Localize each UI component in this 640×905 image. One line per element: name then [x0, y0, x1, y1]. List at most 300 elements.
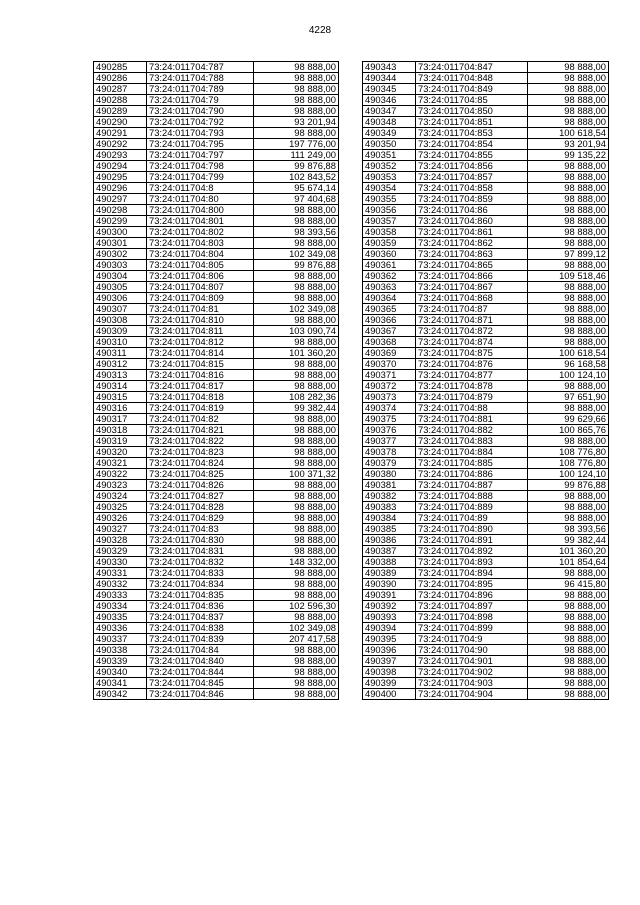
- table-row: [363, 546, 609, 557]
- value-cell: 98 888,00: [254, 436, 339, 447]
- cadastral-number-cell: 73:24:011704:832: [147, 557, 254, 568]
- value-cell: 99 135,22: [528, 150, 609, 161]
- table-row: [94, 161, 339, 172]
- cadastral-number-cell: 73:24:011704:845: [147, 678, 254, 689]
- table-row: [94, 403, 339, 414]
- table-row: [363, 62, 609, 73]
- value-cell: 100 865,76: [528, 425, 609, 436]
- row-id-cell: 490335: [94, 612, 147, 623]
- table-row: [363, 106, 609, 117]
- registry-table-left-body: [94, 62, 339, 700]
- value-cell: 101 360,20: [528, 546, 609, 557]
- row-id-cell: 490390: [363, 579, 416, 590]
- registry-table-right: [362, 61, 609, 700]
- row-id-cell: 490336: [94, 623, 147, 634]
- table-row: [94, 172, 339, 183]
- row-id-cell: 490319: [94, 436, 147, 447]
- value-cell: 98 888,00: [254, 579, 339, 590]
- table-row: [363, 359, 609, 370]
- table-row: [94, 249, 339, 260]
- value-cell: 96 168,58: [528, 359, 609, 370]
- row-id-cell: 490320: [94, 447, 147, 458]
- row-id-cell: 490384: [363, 513, 416, 524]
- row-id-cell: 490374: [363, 403, 416, 414]
- cadastral-number-cell: 73:24:011704:807: [147, 282, 254, 293]
- cadastral-number-cell: 73:24:011704:857: [416, 172, 528, 183]
- cadastral-number-cell: 73:24:011704:865: [416, 260, 528, 271]
- row-id-cell: 490349: [363, 128, 416, 139]
- cadastral-number-cell: 73:24:011704:846: [147, 689, 254, 700]
- cadastral-number-cell: 73:24:011704:815: [147, 359, 254, 370]
- cadastral-number-cell: 73:24:011704:797: [147, 150, 254, 161]
- value-cell: 98 888,00: [254, 568, 339, 579]
- row-id-cell: 490357: [363, 216, 416, 227]
- value-cell: 98 888,00: [528, 689, 609, 700]
- value-cell: 102 349,08: [254, 623, 339, 634]
- cadastral-number-cell: 73:24:011704:866: [416, 271, 528, 282]
- table-row: [94, 414, 339, 425]
- table-row: [363, 667, 609, 678]
- cadastral-number-cell: 73:24:011704:787: [147, 62, 254, 73]
- cadastral-number-cell: 73:24:011704:859: [416, 194, 528, 205]
- cadastral-number-cell: 73:24:011704:897: [416, 601, 528, 612]
- value-cell: 97 899,12: [528, 249, 609, 260]
- cadastral-number-cell: 73:24:011704:800: [147, 205, 254, 216]
- cadastral-number-cell: 73:24:011704:904: [416, 689, 528, 700]
- table-row: [94, 623, 339, 634]
- value-cell: 98 888,00: [528, 293, 609, 304]
- cadastral-number-cell: 73:24:011704:871: [416, 315, 528, 326]
- value-cell: 100 124,10: [528, 469, 609, 480]
- row-id-cell: 490393: [363, 612, 416, 623]
- cadastral-number-cell: 73:24:011704:812: [147, 337, 254, 348]
- table-row: [363, 491, 609, 502]
- value-cell: 97 404,68: [254, 194, 339, 205]
- row-id-cell: 490344: [363, 73, 416, 84]
- table-row: [94, 645, 339, 656]
- cadastral-number-cell: 73:24:011704:83: [147, 524, 254, 535]
- table-row: [94, 458, 339, 469]
- value-cell: 98 888,00: [528, 645, 609, 656]
- cadastral-number-cell: 73:24:011704:902: [416, 667, 528, 678]
- value-cell: 98 888,00: [528, 106, 609, 117]
- row-id-cell: 490293: [94, 150, 147, 161]
- value-cell: 108 282,36: [254, 392, 339, 403]
- row-id-cell: 490348: [363, 117, 416, 128]
- row-id-cell: 490356: [363, 205, 416, 216]
- table-row: [363, 579, 609, 590]
- row-id-cell: 490289: [94, 106, 147, 117]
- table-row: [94, 84, 339, 95]
- row-id-cell: 490359: [363, 238, 416, 249]
- table-row: [94, 183, 339, 194]
- cadastral-number-cell: 73:24:011704:821: [147, 425, 254, 436]
- value-cell: 98 888,00: [254, 73, 339, 84]
- value-cell: 102 843,52: [254, 172, 339, 183]
- cadastral-number-cell: 73:24:011704:884: [416, 447, 528, 458]
- table-row: [94, 117, 339, 128]
- table-row: [363, 194, 609, 205]
- table-row: [94, 557, 339, 568]
- value-cell: 98 888,00: [254, 458, 339, 469]
- table-row: [363, 381, 609, 392]
- cadastral-number-cell: 73:24:011704:798: [147, 161, 254, 172]
- cadastral-number-cell: 73:24:011704:830: [147, 535, 254, 546]
- cadastral-number-cell: 73:24:011704:860: [416, 216, 528, 227]
- row-id-cell: 490373: [363, 392, 416, 403]
- table-row: [363, 568, 609, 579]
- row-id-cell: 490317: [94, 414, 147, 425]
- table-row: [363, 645, 609, 656]
- row-id-cell: 490298: [94, 205, 147, 216]
- value-cell: 98 888,00: [254, 106, 339, 117]
- row-id-cell: 490391: [363, 590, 416, 601]
- table-row: [94, 524, 339, 535]
- row-id-cell: 490400: [363, 689, 416, 700]
- row-id-cell: 490333: [94, 590, 147, 601]
- row-id-cell: 490311: [94, 348, 147, 359]
- row-id-cell: 490324: [94, 491, 147, 502]
- cadastral-number-cell: 73:24:011704:831: [147, 546, 254, 557]
- table-row: [94, 502, 339, 513]
- cadastral-number-cell: 73:24:011704:898: [416, 612, 528, 623]
- table-row: [94, 689, 339, 700]
- cadastral-number-cell: 73:24:011704:809: [147, 293, 254, 304]
- value-cell: 98 888,00: [254, 524, 339, 535]
- value-cell: 98 888,00: [254, 502, 339, 513]
- table-row: [94, 227, 339, 238]
- cadastral-number-cell: 73:24:011704:856: [416, 161, 528, 172]
- cadastral-number-cell: 73:24:011704:877: [416, 370, 528, 381]
- value-cell: 98 888,00: [254, 315, 339, 326]
- value-cell: 98 888,00: [528, 172, 609, 183]
- row-id-cell: 490331: [94, 568, 147, 579]
- table-row: [363, 293, 609, 304]
- row-id-cell: 490338: [94, 645, 147, 656]
- row-id-cell: 490370: [363, 359, 416, 370]
- cadastral-number-cell: 73:24:011704:79: [147, 95, 254, 106]
- value-cell: 95 674,14: [254, 183, 339, 194]
- value-cell: 108 776,80: [528, 447, 609, 458]
- table-row: [363, 216, 609, 227]
- row-id-cell: 490399: [363, 678, 416, 689]
- cadastral-number-cell: 73:24:011704:816: [147, 370, 254, 381]
- row-id-cell: 490291: [94, 128, 147, 139]
- value-cell: 98 888,00: [528, 216, 609, 227]
- cadastral-number-cell: 73:24:011704:836: [147, 601, 254, 612]
- value-cell: 98 888,00: [254, 612, 339, 623]
- row-id-cell: 490329: [94, 546, 147, 557]
- table-row: [94, 513, 339, 524]
- value-cell: 98 888,00: [528, 227, 609, 238]
- page-number: 4228: [308, 25, 332, 36]
- value-cell: 98 888,00: [528, 491, 609, 502]
- cadastral-number-cell: 73:24:011704:799: [147, 172, 254, 183]
- value-cell: 98 888,00: [528, 326, 609, 337]
- cadastral-number-cell: 73:24:011704:872: [416, 326, 528, 337]
- cadastral-number-cell: 73:24:011704:819: [147, 403, 254, 414]
- value-cell: 98 888,00: [528, 282, 609, 293]
- value-cell: 98 888,00: [528, 84, 609, 95]
- cadastral-number-cell: 73:24:011704:793: [147, 128, 254, 139]
- cadastral-number-cell: 73:24:011704:901: [416, 656, 528, 667]
- row-id-cell: 490372: [363, 381, 416, 392]
- table-row: [363, 425, 609, 436]
- value-cell: 98 888,00: [528, 601, 609, 612]
- row-id-cell: 490394: [363, 623, 416, 634]
- cadastral-number-cell: 73:24:011704:853: [416, 128, 528, 139]
- table-row: [363, 117, 609, 128]
- table-row: [94, 590, 339, 601]
- cadastral-number-cell: 73:24:011704:802: [147, 227, 254, 238]
- value-cell: 98 888,00: [528, 304, 609, 315]
- row-id-cell: 490355: [363, 194, 416, 205]
- table-row: [363, 392, 609, 403]
- value-cell: 98 888,00: [528, 678, 609, 689]
- cadastral-number-cell: 73:24:011704:829: [147, 513, 254, 524]
- table-row: [94, 348, 339, 359]
- cadastral-number-cell: 73:24:011704:875: [416, 348, 528, 359]
- table-row: [363, 172, 609, 183]
- table-row: [363, 249, 609, 260]
- row-id-cell: 490287: [94, 84, 147, 95]
- row-id-cell: 490332: [94, 579, 147, 590]
- row-id-cell: 490346: [363, 95, 416, 106]
- row-id-cell: 490389: [363, 568, 416, 579]
- row-id-cell: 490316: [94, 403, 147, 414]
- cadastral-number-cell: 73:24:011704:896: [416, 590, 528, 601]
- row-id-cell: 490368: [363, 337, 416, 348]
- value-cell: 98 888,00: [254, 513, 339, 524]
- value-cell: 98 888,00: [528, 568, 609, 579]
- value-cell: 108 776,80: [528, 458, 609, 469]
- row-id-cell: 490302: [94, 249, 147, 260]
- row-id-cell: 490341: [94, 678, 147, 689]
- table-row: [94, 128, 339, 139]
- value-cell: 101 360,20: [254, 348, 339, 359]
- table-row: [94, 370, 339, 381]
- table-row: [94, 568, 339, 579]
- row-id-cell: 490300: [94, 227, 147, 238]
- value-cell: 98 393,56: [254, 227, 339, 238]
- cadastral-number-cell: 73:24:011704:851: [416, 117, 528, 128]
- cadastral-number-cell: 73:24:011704:803: [147, 238, 254, 249]
- cadastral-number-cell: 73:24:011704:817: [147, 381, 254, 392]
- value-cell: 98 888,00: [254, 645, 339, 656]
- table-row: [94, 601, 339, 612]
- value-cell: 97 651,90: [528, 392, 609, 403]
- cadastral-number-cell: 73:24:011704:891: [416, 535, 528, 546]
- value-cell: 98 888,00: [254, 293, 339, 304]
- cadastral-number-cell: 73:24:011704:863: [416, 249, 528, 260]
- row-id-cell: 490292: [94, 139, 147, 150]
- table-row: [363, 337, 609, 348]
- value-cell: 98 888,00: [528, 73, 609, 84]
- row-id-cell: 490379: [363, 458, 416, 469]
- value-cell: 100 618,54: [528, 128, 609, 139]
- row-id-cell: 490297: [94, 194, 147, 205]
- row-id-cell: 490304: [94, 271, 147, 282]
- table-row: [363, 150, 609, 161]
- table-row: [94, 656, 339, 667]
- table-row: [94, 62, 339, 73]
- table-row: [94, 304, 339, 315]
- table-row: [94, 238, 339, 249]
- value-cell: 103 090,74: [254, 326, 339, 337]
- row-id-cell: 490313: [94, 370, 147, 381]
- cadastral-number-cell: 73:24:011704:840: [147, 656, 254, 667]
- row-id-cell: 490339: [94, 656, 147, 667]
- value-cell: 98 888,00: [528, 667, 609, 678]
- row-id-cell: 490350: [363, 139, 416, 150]
- row-id-cell: 490383: [363, 502, 416, 513]
- table-row: [363, 128, 609, 139]
- table-row: [363, 370, 609, 381]
- row-id-cell: 490358: [363, 227, 416, 238]
- registry-table-right-body: [363, 62, 609, 700]
- row-id-cell: 490387: [363, 546, 416, 557]
- row-id-cell: 490286: [94, 73, 147, 84]
- table-row: [94, 436, 339, 447]
- row-id-cell: 490299: [94, 216, 147, 227]
- value-cell: 98 393,56: [528, 524, 609, 535]
- cadastral-number-cell: 73:24:011704:868: [416, 293, 528, 304]
- table-row: [94, 535, 339, 546]
- table-row: [363, 502, 609, 513]
- value-cell: 98 888,00: [528, 260, 609, 271]
- table-row: [363, 601, 609, 612]
- cadastral-number-cell: 73:24:011704:892: [416, 546, 528, 557]
- value-cell: 98 888,00: [254, 491, 339, 502]
- row-id-cell: 490385: [363, 524, 416, 535]
- value-cell: 98 888,00: [528, 612, 609, 623]
- value-cell: 207 417,58: [254, 634, 339, 645]
- table-row: [94, 315, 339, 326]
- cadastral-number-cell: 73:24:011704:788: [147, 73, 254, 84]
- cadastral-number-cell: 73:24:011704:862: [416, 238, 528, 249]
- table-row: [363, 513, 609, 524]
- cadastral-number-cell: 73:24:011704:82: [147, 414, 254, 425]
- value-cell: 98 888,00: [528, 315, 609, 326]
- row-id-cell: 490285: [94, 62, 147, 73]
- value-cell: 98 888,00: [254, 425, 339, 436]
- cadastral-number-cell: 73:24:011704:810: [147, 315, 254, 326]
- value-cell: 99 629,66: [528, 414, 609, 425]
- table-row: [94, 293, 339, 304]
- cadastral-number-cell: 73:24:011704:81: [147, 304, 254, 315]
- table-row: [94, 205, 339, 216]
- row-id-cell: 490342: [94, 689, 147, 700]
- cadastral-number-cell: 73:24:011704:87: [416, 304, 528, 315]
- row-id-cell: 490305: [94, 282, 147, 293]
- table-row: [363, 326, 609, 337]
- table-row: [363, 447, 609, 458]
- row-id-cell: 490334: [94, 601, 147, 612]
- cadastral-number-cell: 73:24:011704:835: [147, 590, 254, 601]
- row-id-cell: 490382: [363, 491, 416, 502]
- value-cell: 98 888,00: [528, 403, 609, 414]
- row-id-cell: 490321: [94, 458, 147, 469]
- value-cell: 98 888,00: [254, 370, 339, 381]
- cadastral-number-cell: 73:24:011704:839: [147, 634, 254, 645]
- table-row: [94, 678, 339, 689]
- cadastral-number-cell: 73:24:011704:882: [416, 425, 528, 436]
- table-row: [94, 337, 339, 348]
- value-cell: 98 888,00: [254, 95, 339, 106]
- cadastral-number-cell: 73:24:011704:876: [416, 359, 528, 370]
- cadastral-number-cell: 73:24:011704:844: [147, 667, 254, 678]
- value-cell: 111 249,00: [254, 150, 339, 161]
- value-cell: 99 876,88: [254, 161, 339, 172]
- cadastral-number-cell: 73:24:011704:824: [147, 458, 254, 469]
- value-cell: 98 888,00: [528, 513, 609, 524]
- table-row: [363, 304, 609, 315]
- cadastral-number-cell: 73:24:011704:827: [147, 491, 254, 502]
- value-cell: 98 888,00: [254, 84, 339, 95]
- table-row: [363, 161, 609, 172]
- table-row: [94, 579, 339, 590]
- table-row: [94, 447, 339, 458]
- row-id-cell: 490353: [363, 172, 416, 183]
- value-cell: 98 888,00: [528, 590, 609, 601]
- table-row: [363, 73, 609, 84]
- value-cell: 96 415,80: [528, 579, 609, 590]
- table-row: [94, 95, 339, 106]
- cadastral-number-cell: 73:24:011704:867: [416, 282, 528, 293]
- value-cell: 98 888,00: [528, 161, 609, 172]
- cadastral-number-cell: 73:24:011704:828: [147, 502, 254, 513]
- row-id-cell: 490375: [363, 414, 416, 425]
- row-id-cell: 490354: [363, 183, 416, 194]
- row-id-cell: 490362: [363, 271, 416, 282]
- cadastral-number-cell: 73:24:011704:84: [147, 645, 254, 656]
- row-id-cell: 490397: [363, 656, 416, 667]
- row-id-cell: 490360: [363, 249, 416, 260]
- row-id-cell: 490327: [94, 524, 147, 535]
- row-id-cell: 490309: [94, 326, 147, 337]
- cadastral-number-cell: 73:24:011704:889: [416, 502, 528, 513]
- cadastral-number-cell: 73:24:011704:789: [147, 84, 254, 95]
- cadastral-number-cell: 73:24:011704:806: [147, 271, 254, 282]
- cadastral-number-cell: 73:24:011704:895: [416, 579, 528, 590]
- cadastral-number-cell: 73:24:011704:893: [416, 557, 528, 568]
- table-row: [94, 667, 339, 678]
- cadastral-number-cell: 73:24:011704:818: [147, 392, 254, 403]
- table-row: [363, 656, 609, 667]
- cadastral-number-cell: 73:24:011704:894: [416, 568, 528, 579]
- value-cell: 98 888,00: [254, 282, 339, 293]
- cadastral-number-cell: 73:24:011704:849: [416, 84, 528, 95]
- cadastral-number-cell: 73:24:011704:886: [416, 469, 528, 480]
- value-cell: 98 888,00: [528, 337, 609, 348]
- cadastral-number-cell: 73:24:011704:822: [147, 436, 254, 447]
- value-cell: 98 888,00: [254, 216, 339, 227]
- cadastral-number-cell: 73:24:011704:85: [416, 95, 528, 106]
- value-cell: 98 888,00: [528, 502, 609, 513]
- cadastral-number-cell: 73:24:011704:899: [416, 623, 528, 634]
- row-id-cell: 490322: [94, 469, 147, 480]
- row-id-cell: 490380: [363, 469, 416, 480]
- row-id-cell: 490301: [94, 238, 147, 249]
- row-id-cell: 490352: [363, 161, 416, 172]
- cadastral-number-cell: 73:24:011704:795: [147, 139, 254, 150]
- table-row: [363, 205, 609, 216]
- cadastral-number-cell: 73:24:011704:848: [416, 73, 528, 84]
- row-id-cell: 490367: [363, 326, 416, 337]
- cadastral-number-cell: 73:24:011704:874: [416, 337, 528, 348]
- cadastral-number-cell: 73:24:011704:885: [416, 458, 528, 469]
- table-row: [363, 271, 609, 282]
